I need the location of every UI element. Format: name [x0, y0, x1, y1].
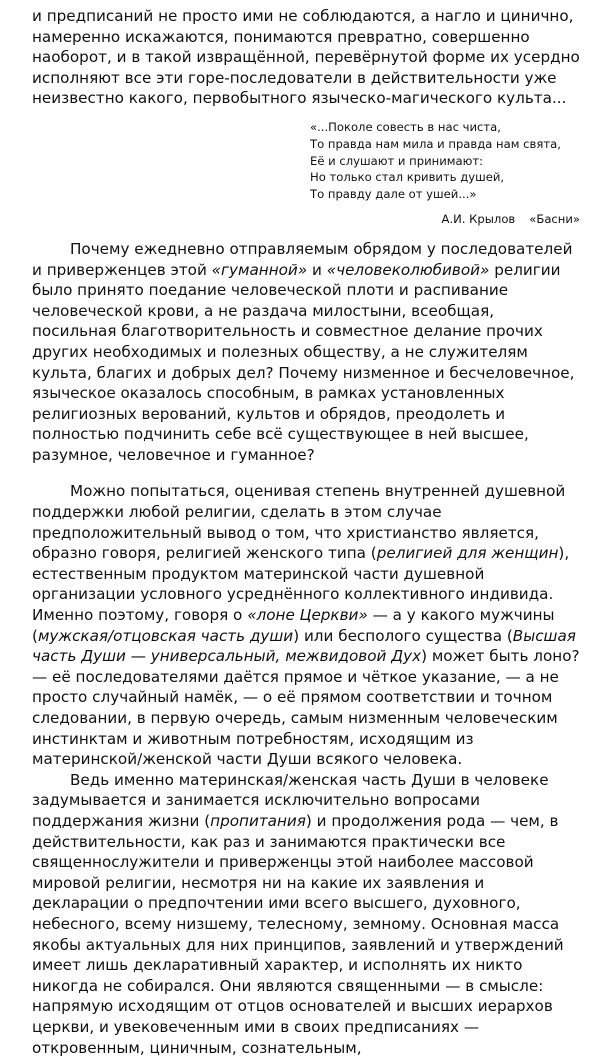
- italic-emphasis: мужская/отцовская часть души: [37, 626, 294, 645]
- epigraph-poem: [310, 119, 582, 203]
- poem-line: Но только стал кривить душей,: [310, 170, 505, 185]
- paragraph-text: ) или бесполого существа (: [293, 626, 513, 645]
- paragraph-text: Можно попытаться, оценивая степень внутренней душевной поддержки любой религии, сделать в этом случае предположительный вывод о том, что христианство является, образно говоря, религией женского типа (: [32, 482, 566, 563]
- italic-emphasis: «гуманной»: [211, 260, 308, 279]
- paragraph-text: — а у какого мужчины (: [32, 606, 555, 645]
- paragraph-text: и: [307, 260, 327, 279]
- epigraph-attribution: [32, 211, 582, 227]
- paragraph-text: Ведь именно материнская/женская часть Души в человеке задумывается и занимается исключительно вопросами поддержания жизни (: [32, 770, 549, 830]
- poem-line: «...Поколе совесть в нас чиста,: [310, 119, 501, 134]
- italic-emphasis: Высшая часть Души — универсальный, межвидовой Дух: [32, 626, 576, 666]
- italic-emphasis: религией для женщин: [376, 544, 559, 563]
- attribution-author: А.И. Крылов: [441, 211, 516, 226]
- italic-emphasis: «человеколюбивой»: [326, 260, 490, 279]
- poem-line: То правда нам мила и правда нам свята,: [310, 136, 561, 151]
- italic-emphasis: пропитания: [210, 811, 306, 830]
- attribution-work: «Басни»: [529, 211, 580, 226]
- poem-line: Её и слушают и принимают:: [310, 153, 484, 168]
- intro-paragraph: и предписаний не просто ими не соблюдаются, а нагло и цинично, намеренно искажаются, понимаются превратно, совершенно наоборот, и в такой извращённой, перевёрнутой форме их усердно исполняют все эти горе-последователи в действительности уже неизвестно какого, первобытного языческо-магического культа...: [32, 7, 580, 108]
- paragraph-text: ) может быть лоно? — её последователями даётся прямое и чёткое указание, — а не просто случайный намёк, — о её прямом соответствии и точном следовании, в первую очередь, самым низменным человеческим инстинктам и животным потребностям, исходящим из материнской/женской части Души всякого человека.: [32, 647, 580, 769]
- paragraph-text: религии было принято поедание человеческой плоти и распивание человеческой крови, а не раздача милостыни, всеобщая, посильная благотворительность и совместное делание прочих других необходимых и полезных обществу, а не служителям культа, благих и добрых дел? Почему низменное и бесчеловечное, языческое оказалось способным, в рамках установленных религиозных верований, культов и обрядов, преодолеть и полностью подчинить себе всё существующее в ней высшее, разумное, человечное и гуманное?: [32, 260, 575, 464]
- paragraph-text: Почему ежедневно отправляемым обрядом у последователей и приверженцев этой: [32, 239, 573, 279]
- poem-line: То правду дале от ушей...»: [310, 187, 477, 202]
- body-paragraph-3: [32, 770, 582, 1058]
- paragraph-text: ) и продолжения рода — чем, в действительности, как раз и занимаются практически все священнослужители и приверженцы этой наиболее массовой мировой религии, несмотря ни на какие их заявления и декларации о предпочтении ими всего высшего, духовного, небесного, всему низшему, телесному, земному. Основная масса якобы актуальных для них принципов, заявлений и утверждений имеет лишь декларативный характер, и исполнять их никто никогда не собирался. Они являются священными — в смысле: напрямую исходящим от отцов основателей и высших иерархов церкви, и увековеченным ими в своих предписаниях — откровенным, циничным, сознательным,: [32, 811, 564, 1057]
- body-paragraph-1: [32, 239, 582, 466]
- paragraph-text: ), естественным продуктом материнской части душевной организации условного усреднённого коллективного индивида. Именно поэтому, говоря о: [32, 544, 570, 625]
- body-paragraph-2: [32, 481, 582, 769]
- italic-emphasis: «лоне Церкви»: [247, 606, 368, 625]
